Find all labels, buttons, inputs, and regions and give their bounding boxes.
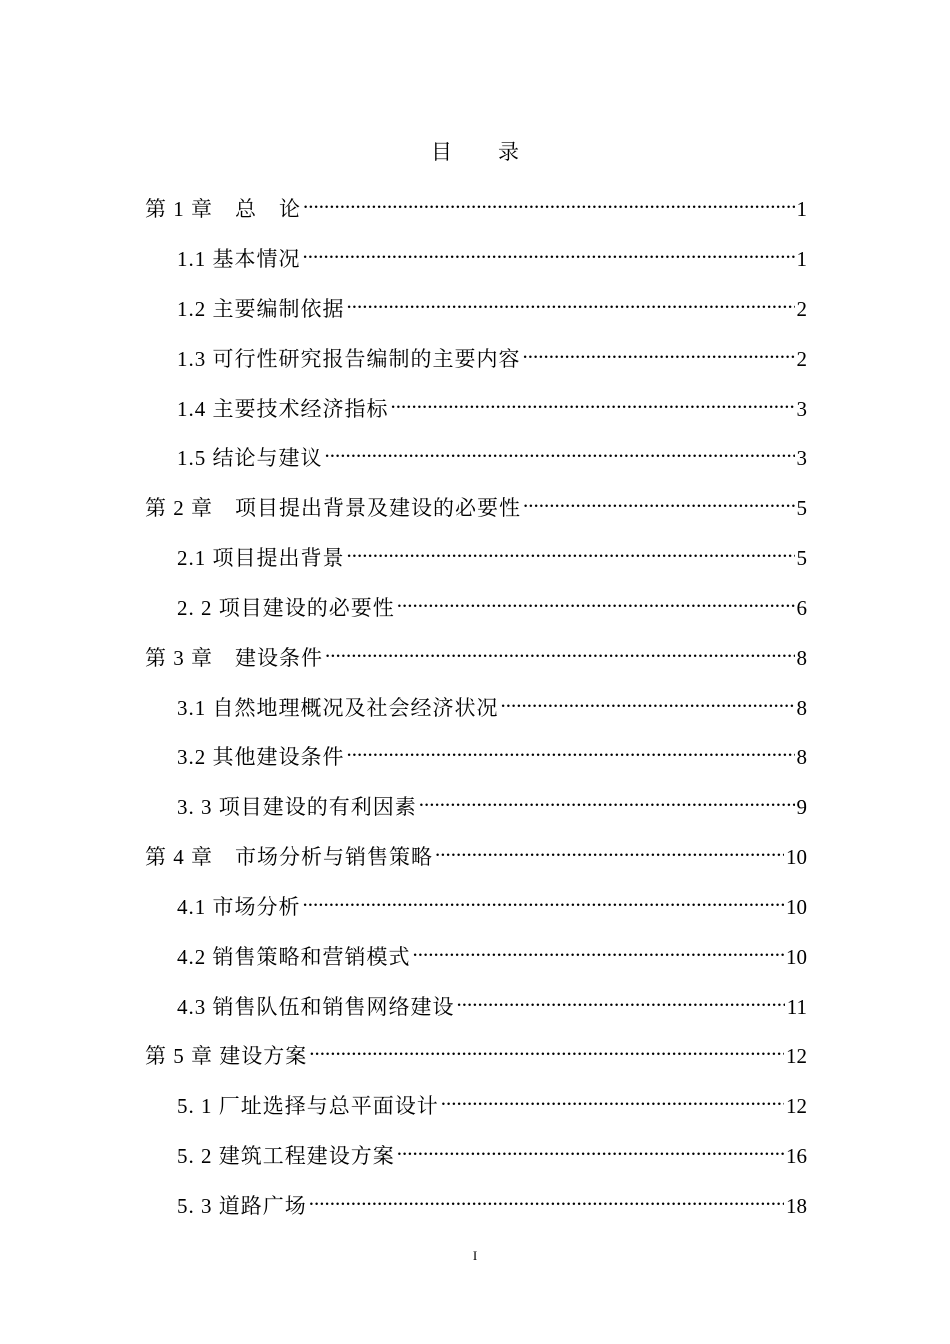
toc-entry-label: 3.2 其他建设条件 xyxy=(177,745,345,769)
toc-entry-section-1-5[interactable] xyxy=(177,435,807,470)
toc-entry-chapter-5[interactable] xyxy=(145,1033,807,1068)
toc-entry-label: 4.2 销售策略和营销模式 xyxy=(177,945,411,969)
toc-entry-label: 4.1 市场分析 xyxy=(177,895,301,919)
toc-entry-section-5-2[interactable] xyxy=(177,1133,807,1168)
toc-entry-label: 5. 3 道路广场 xyxy=(177,1194,307,1218)
toc-entry-section-3-3[interactable] xyxy=(177,784,807,819)
toc-entry-label: 5. 1 厂址选择与总平面设计 xyxy=(177,1094,439,1118)
toc-entry-label: 1.1 基本情况 xyxy=(177,247,301,271)
toc-entry-section-3-1[interactable] xyxy=(177,685,807,720)
toc-entry-label: 3. 3 项目建设的有利因素 xyxy=(177,795,417,819)
toc-entry-label: 1.5 结论与建议 xyxy=(177,446,323,470)
toc-dot-leader xyxy=(419,784,795,814)
toc-entry-label: 第 4 章 市场分析与销售策略 xyxy=(145,845,433,869)
toc-entry-chapter-3[interactable] xyxy=(145,635,807,670)
toc-page-number: 8 xyxy=(796,745,807,769)
toc-page-number: 9 xyxy=(796,795,807,819)
toc-page-number: 10 xyxy=(786,845,807,869)
toc-entry-label: 4.3 销售队伍和销售网络建设 xyxy=(177,995,455,1019)
toc-entry-label: 第 2 章 项目提出背景及建设的必要性 xyxy=(145,496,521,520)
toc-dot-leader xyxy=(501,685,795,715)
toc-dot-leader xyxy=(347,734,795,764)
toc-dot-leader xyxy=(347,286,795,316)
toc-dot-leader xyxy=(435,834,784,864)
toc-page-number: 3 xyxy=(796,397,807,421)
toc-entry-label: 第 3 章 建设条件 xyxy=(145,646,323,670)
toc-entry-label: 1.3 可行性研究报告编制的主要内容 xyxy=(177,347,521,371)
toc-entry-chapter-2[interactable] xyxy=(145,485,807,520)
toc-entry-section-5-1[interactable] xyxy=(177,1083,807,1118)
toc-page-number: 5 xyxy=(796,496,807,520)
toc-page-number: 8 xyxy=(796,696,807,720)
toc-page-number: 2 xyxy=(796,297,807,321)
toc-entry-section-5-3[interactable] xyxy=(177,1183,807,1218)
toc-entry-section-1-4[interactable] xyxy=(177,386,807,421)
toc-entry-label: 2.1 项目提出背景 xyxy=(177,546,345,570)
toc-entry-label: 1.4 主要技术经济指标 xyxy=(177,397,389,421)
toc-dot-leader xyxy=(325,635,795,665)
toc-dot-leader xyxy=(457,984,785,1014)
toc-entry-section-4-3[interactable] xyxy=(177,984,807,1019)
toc-dot-leader xyxy=(523,336,795,366)
toc-entry-section-1-1[interactable] xyxy=(177,236,807,271)
toc-page-number: 12 xyxy=(786,1044,807,1068)
toc-page-number: 1 xyxy=(796,197,807,221)
toc-page-number: 12 xyxy=(786,1094,807,1118)
toc-entry-section-2-1[interactable] xyxy=(177,535,807,570)
toc-page-number: 2 xyxy=(796,347,807,371)
toc-entry-section-4-2[interactable] xyxy=(177,934,807,969)
toc-dot-leader xyxy=(391,386,795,416)
toc-dot-leader xyxy=(347,535,795,565)
toc-page-number: 16 xyxy=(786,1144,807,1168)
toc-page-number: 11 xyxy=(786,995,807,1019)
toc-entry-label: 5. 2 建筑工程建设方案 xyxy=(177,1144,395,1168)
toc-dot-leader xyxy=(303,884,785,914)
toc-entry-chapter-1[interactable] xyxy=(145,186,807,221)
toc-title: 目录 xyxy=(431,140,565,164)
toc-entry-chapter-4[interactable] xyxy=(145,834,807,869)
toc-dot-leader xyxy=(303,186,795,216)
toc-dot-leader xyxy=(397,1133,784,1163)
toc-entry-label: 1.2 主要编制依据 xyxy=(177,297,345,321)
toc-dot-leader xyxy=(413,934,785,964)
toc-entry-section-1-3[interactable] xyxy=(177,336,807,371)
toc-entry-label: 第 1 章 总 论 xyxy=(145,197,301,221)
toc-dot-leader xyxy=(325,435,795,465)
toc-page-number: 18 xyxy=(786,1194,807,1218)
toc-dot-leader xyxy=(523,485,795,515)
toc-entry-label: 3.1 自然地理概况及社会经济状况 xyxy=(177,696,499,720)
toc-entry-section-2-2[interactable] xyxy=(177,585,807,620)
page-footer-number: I xyxy=(472,1248,478,1263)
toc-entry-section-3-2[interactable] xyxy=(177,734,807,769)
toc-entry-label: 2. 2 项目建设的必要性 xyxy=(177,596,395,620)
toc-page-number: 3 xyxy=(796,446,807,470)
toc-dot-leader xyxy=(303,236,795,266)
toc-page-number: 1 xyxy=(796,247,807,271)
toc-dot-leader xyxy=(309,1033,784,1063)
toc-entry-label: 第 5 章 建设方案 xyxy=(145,1044,308,1068)
toc-dot-leader xyxy=(441,1083,784,1113)
toc-page-number: 6 xyxy=(796,596,807,620)
toc-page-number: 5 xyxy=(796,546,807,570)
toc-dot-leader xyxy=(397,585,795,615)
toc-page-number: 10 xyxy=(786,895,807,919)
toc-page-number: 10 xyxy=(786,945,807,969)
toc-dot-leader xyxy=(309,1183,784,1213)
toc-page-number: 8 xyxy=(796,646,807,670)
toc-entry-section-4-1[interactable] xyxy=(177,884,807,919)
toc-entry-section-1-2[interactable] xyxy=(177,286,807,321)
